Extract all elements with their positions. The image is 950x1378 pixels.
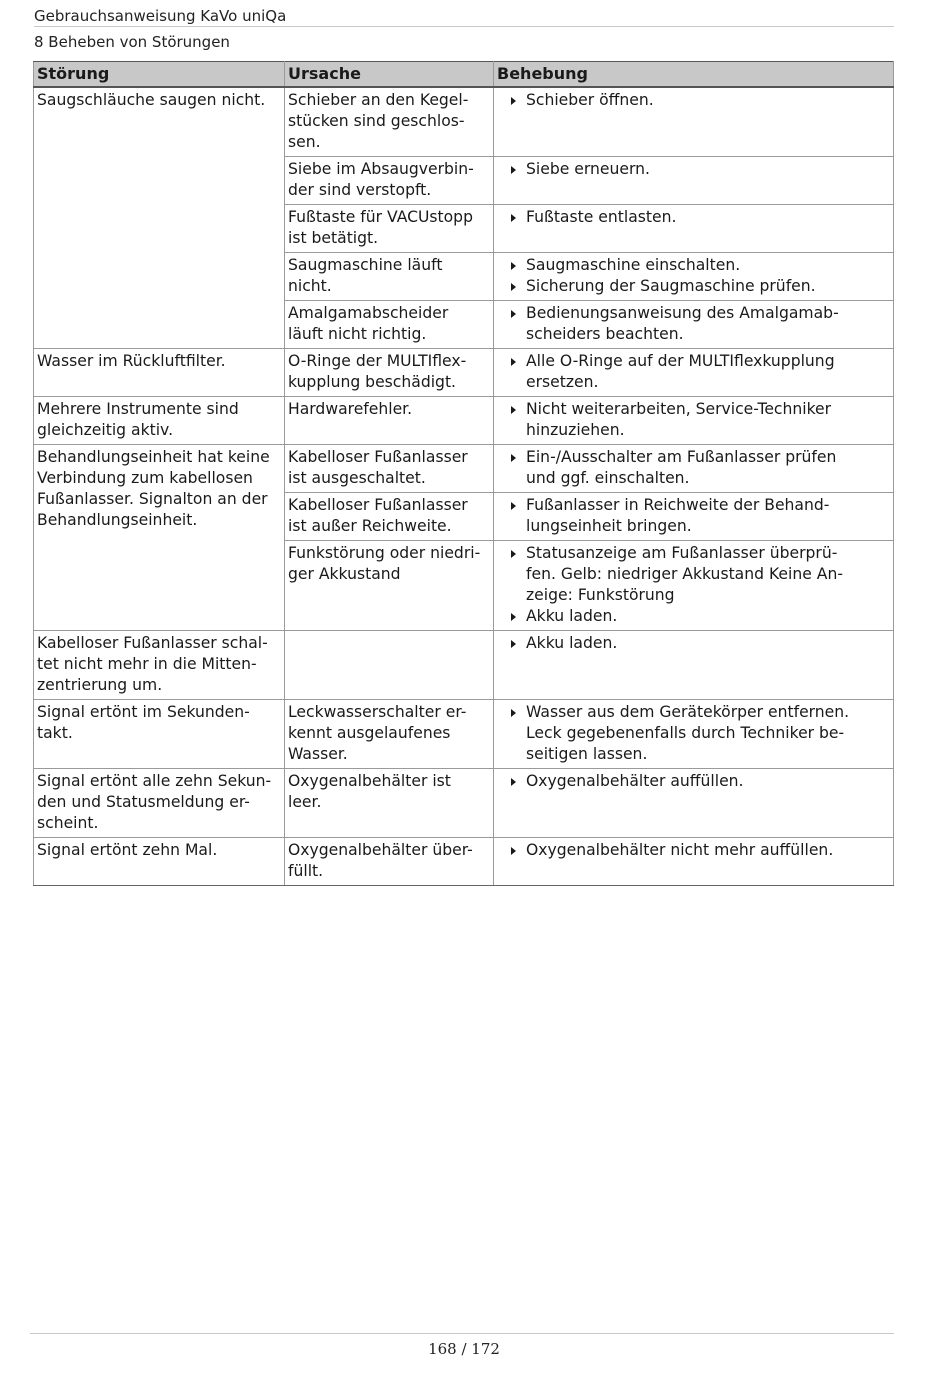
cause-cell: Schieber an den Kegel- stücken sind geschlos- sen.	[285, 87, 494, 157]
remedy-list	[497, 633, 890, 654]
remedy-cell	[494, 769, 894, 838]
table-row	[34, 700, 894, 769]
table-row	[34, 631, 894, 700]
remedy-list	[497, 255, 890, 297]
remedy-cell	[494, 301, 894, 349]
cause-cell: Amalgamabscheider läuft nicht richtig.	[285, 301, 494, 349]
document-title: Gebrauchsanweisung KaVo uniQa	[34, 7, 287, 25]
cause-cell: Kabelloser Fußanlasser ist ausgeschaltet.	[285, 445, 494, 493]
remedy-cell	[494, 397, 894, 445]
table-row	[34, 445, 894, 493]
remedy-list	[497, 495, 890, 537]
triangle-bullet-icon	[511, 550, 516, 558]
remedy-text: Bedienungsanweisung des Amalgamab- scheiders beachten.	[526, 304, 839, 343]
cause-cell: Leckwasserschalter er- kennt ausgelaufenes Wasser.	[285, 700, 494, 769]
header-divider	[34, 26, 894, 27]
remedy-step	[497, 447, 890, 489]
remedy-text: Wasser aus dem Gerätekörper entfernen. Leck gegebenenfalls durch Techniker be- seitigen lassen.	[526, 703, 850, 763]
cause-cell	[285, 631, 494, 700]
remedy-text: Saugmaschine einschalten.	[526, 256, 741, 274]
remedy-step	[497, 543, 890, 606]
remedy-list	[497, 702, 890, 765]
triangle-bullet-icon	[511, 214, 516, 222]
remedy-step	[497, 255, 890, 276]
remedy-list	[497, 840, 890, 861]
remedy-cell	[494, 157, 894, 205]
remedy-list	[497, 447, 890, 489]
remedy-cell	[494, 838, 894, 886]
fault-cell: Signal ertönt alle zehn Sekun- den und Statusmeldung er- scheint.	[34, 769, 285, 838]
remedy-list	[497, 207, 890, 228]
remedy-list	[497, 159, 890, 180]
remedy-text: Akku laden.	[526, 634, 618, 652]
remedy-cell	[494, 87, 894, 157]
triangle-bullet-icon	[511, 778, 516, 786]
remedy-text: Akku laden.	[526, 607, 618, 625]
remedy-step	[497, 495, 890, 537]
table-row	[34, 769, 894, 838]
cause-cell: Kabelloser Fußanlasser ist außer Reichweite.	[285, 493, 494, 541]
footer-divider	[30, 1333, 894, 1334]
remedy-cell	[494, 631, 894, 700]
cause-cell: Oxygenalbehälter ist leer.	[285, 769, 494, 838]
table-row	[34, 87, 894, 157]
triangle-bullet-icon	[511, 166, 516, 174]
remedy-cell	[494, 205, 894, 253]
remedy-cell	[494, 253, 894, 301]
page-number: 168 / 172	[428, 1340, 500, 1358]
column-header-fault: Störung	[34, 62, 285, 88]
remedy-step	[497, 276, 890, 297]
triangle-bullet-icon	[511, 262, 516, 270]
remedy-text: Fußtaste entlasten.	[526, 208, 677, 226]
remedy-cell	[494, 445, 894, 493]
triangle-bullet-icon	[511, 709, 516, 717]
table-row	[34, 838, 894, 886]
cause-cell: Funkstörung oder niedri- ger Akkustand	[285, 541, 494, 631]
cause-cell: Oxygenalbehälter über- füllt.	[285, 838, 494, 886]
remedy-list	[497, 90, 890, 111]
triangle-bullet-icon	[511, 97, 516, 105]
cause-cell: Hardwarefehler.	[285, 397, 494, 445]
triangle-bullet-icon	[511, 454, 516, 462]
remedy-step	[497, 702, 890, 765]
remedy-text: Statusanzeige am Fußanlasser überprü- fen. Gelb: niedriger Akkustand Keine An- zeige: Funkstörung	[526, 544, 843, 604]
fault-cell: Kabelloser Fußanlasser schal- tet nicht mehr in die Mitten- zentrierung um.	[34, 631, 285, 700]
remedy-text: Ein-/Ausschalter am Fußanlasser prüfen und ggf. einschalten.	[526, 448, 837, 487]
remedy-list	[497, 543, 890, 627]
column-header-remedy: Behebung	[494, 62, 894, 88]
column-header-cause: Ursache	[285, 62, 494, 88]
remedy-list	[497, 399, 890, 441]
triangle-bullet-icon	[511, 847, 516, 855]
troubleshooting-table	[33, 61, 894, 886]
remedy-step	[497, 771, 890, 792]
remedy-step	[497, 606, 890, 627]
cause-cell: Saugmaschine läuft nicht.	[285, 253, 494, 301]
remedy-cell	[494, 541, 894, 631]
triangle-bullet-icon	[511, 358, 516, 366]
fault-cell: Signal ertönt im Sekunden- takt.	[34, 700, 285, 769]
remedy-step	[497, 399, 890, 441]
fault-cell: Signal ertönt zehn Mal.	[34, 838, 285, 886]
remedy-text: Schieber öffnen.	[526, 91, 654, 109]
fault-cell: Behandlungseinheit hat keine Verbindung zum kabellosen Fußanlasser. Signalton an der Behandlungseinheit.	[34, 445, 285, 631]
section-heading: 8 Beheben von Störungen	[34, 33, 230, 51]
remedy-step	[497, 633, 890, 654]
remedy-text: Oxygenalbehälter nicht mehr auffüllen.	[526, 841, 834, 859]
fault-cell: Saugschläuche saugen nicht.	[34, 87, 285, 349]
remedy-cell	[494, 349, 894, 397]
triangle-bullet-icon	[511, 640, 516, 648]
remedy-step	[497, 840, 890, 861]
remedy-step	[497, 90, 890, 111]
triangle-bullet-icon	[511, 502, 516, 510]
remedy-text: Sicherung der Saugmaschine prüfen.	[526, 277, 816, 295]
remedy-list	[497, 303, 890, 345]
remedy-step	[497, 159, 890, 180]
remedy-list	[497, 351, 890, 393]
triangle-bullet-icon	[511, 310, 516, 318]
table-row	[34, 349, 894, 397]
remedy-step	[497, 303, 890, 345]
table-header-row	[34, 62, 894, 88]
remedy-step	[497, 351, 890, 393]
table-row	[34, 397, 894, 445]
cause-cell: Fußtaste für VACUstopp ist betätigt.	[285, 205, 494, 253]
triangle-bullet-icon	[511, 406, 516, 414]
fault-cell: Mehrere Instrumente sind gleichzeitig aktiv.	[34, 397, 285, 445]
remedy-text: Nicht weiterarbeiten, Service-Techniker hinzuziehen.	[526, 400, 832, 439]
remedy-text: Siebe erneuern.	[526, 160, 650, 178]
remedy-text: Alle O-Ringe auf der MULTIflexkupplung ersetzen.	[526, 352, 835, 391]
remedy-list	[497, 771, 890, 792]
remedy-cell	[494, 493, 894, 541]
remedy-step	[497, 207, 890, 228]
cause-cell: O-Ringe der MULTIflex- kupplung beschädigt.	[285, 349, 494, 397]
remedy-text: Oxygenalbehälter auffüllen.	[526, 772, 744, 790]
cause-cell: Siebe im Absaugverbin- der sind verstopft.	[285, 157, 494, 205]
remedy-cell	[494, 700, 894, 769]
remedy-text: Fußanlasser in Reichweite der Behand- lungseinheit bringen.	[526, 496, 830, 535]
triangle-bullet-icon	[511, 283, 516, 291]
triangle-bullet-icon	[511, 613, 516, 621]
fault-cell: Wasser im Rückluftfilter.	[34, 349, 285, 397]
